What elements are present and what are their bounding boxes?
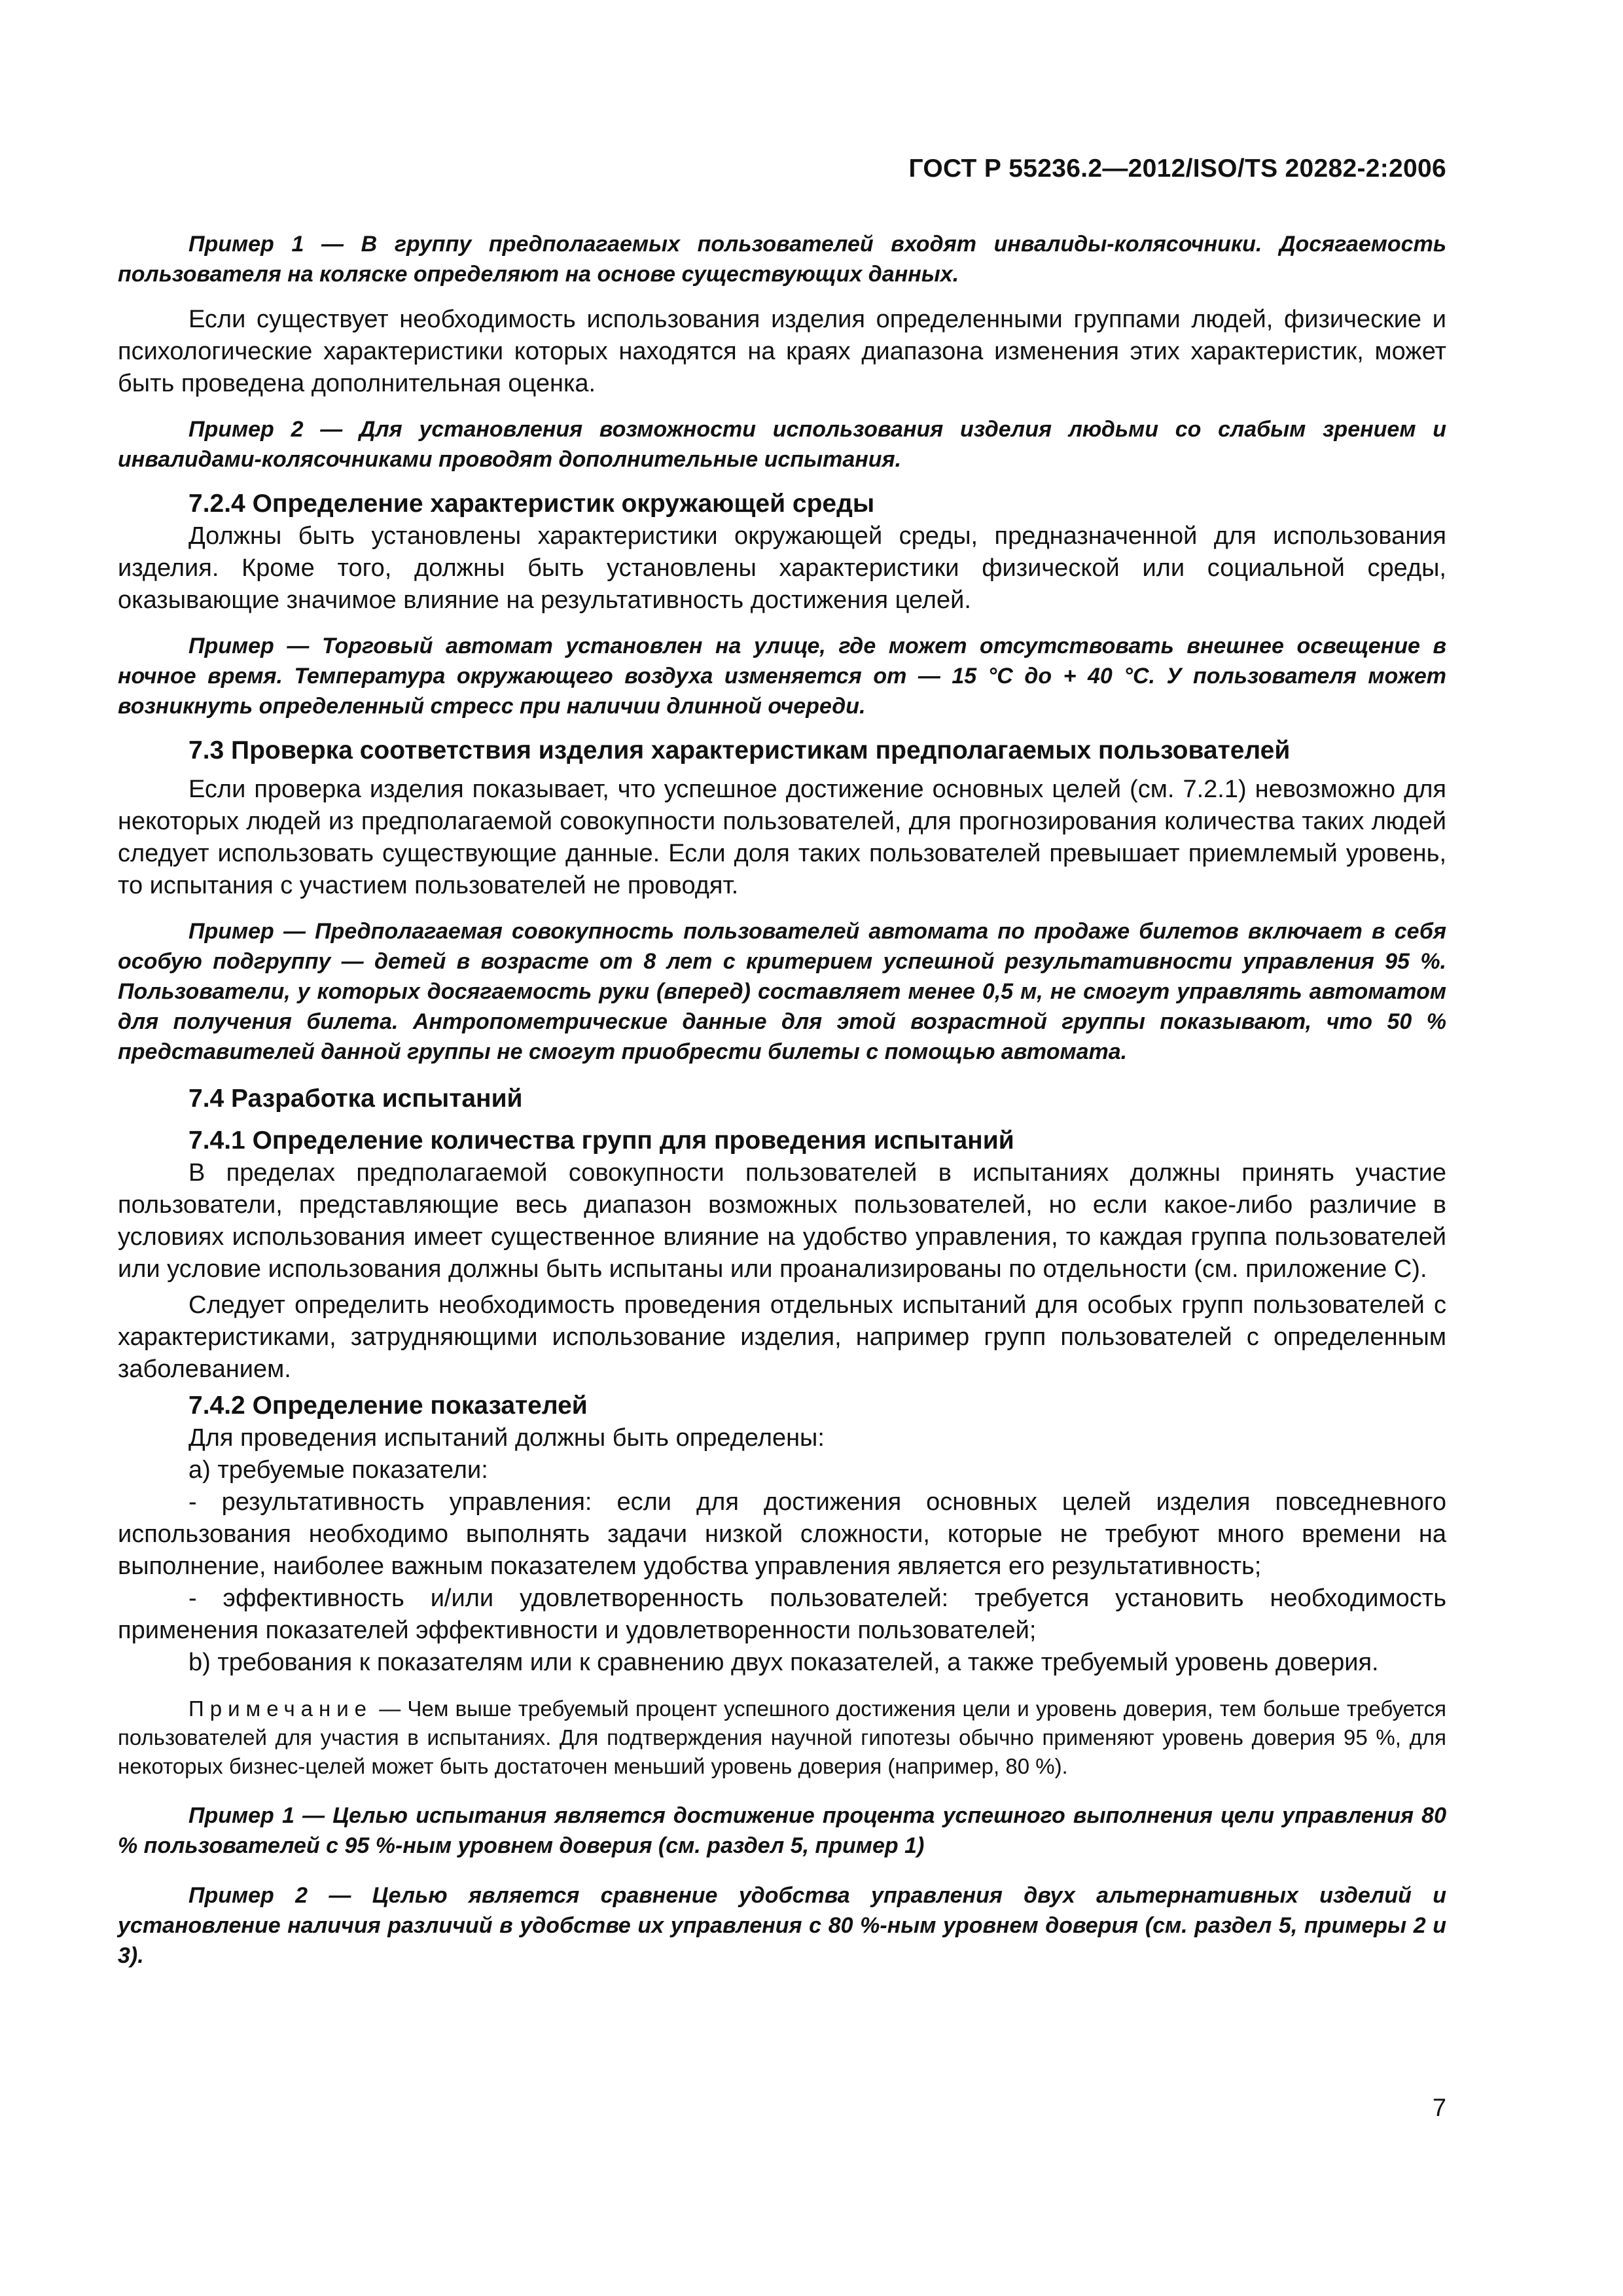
example-vending-machine: Пример — Торговый автомат установлен на улице, где может отсутствовать внешнее освещение в ночное время. Температура окружающего воздуха изменяется от — 15 °С до + 40 °С. У пользователя может возникнуть определенный стресс при наличии длинной очереди.	[118, 634, 1446, 719]
paragraph-user-groups: В пределах предполагаемой совокупности пользователей в испытаниях должны принять участие пользователи, представляющие весь диапазон возможных пользователей, но если какое-либо различие в условиях использования имеет существенное влияние на удобство управления, то каждая группа пользователей или условие использования должны быть испытаны или проанализированы по отдельности (см. приложение С).	[118, 1159, 1446, 1283]
paragraph-environment: Должны быть установлены характеристики окружающей среды, предназначенной для использования изделия. Кроме того, должны быть установлены характеристики физической или социальной среды, оказывающие значимое влияние на результативность достижения целей.	[118, 522, 1446, 614]
note-paragraph	[118, 1695, 1446, 1781]
paragraph-indicators-intro: Для проведения испытаний должны быть определены:	[188, 1424, 825, 1452]
paragraph-special-groups: Следует определить необходимость проведения отдельных испытаний для особых групп пользователей с характеристиками, затрудняющими использование изделия, например групп пользователей с определенным заболеванием.	[118, 1291, 1446, 1383]
page-number: 7	[1432, 2094, 1446, 2122]
document-header: ГОСТ Р 55236.2—2012/ISO/TS 20282-2:2006	[908, 154, 1446, 183]
paragraph-extreme-groups: Если существует необходимость использования изделия определенными группами людей, физические и психологические характеристики которых находятся на краях диапазона изменения этих характеристик, может быть проведена дополнительная оценка.	[118, 306, 1446, 397]
example-additional-tests: Пример 2 — Для установления возможности использования изделия людьми со слабым зрением и инвалидами-колясочниками проводят дополнительные испытания.	[118, 417, 1446, 472]
heading-7-2-4: 7.2.4 Определение характеристик окружающей среды	[188, 490, 875, 518]
paragraph-product-check: Если проверка изделия показывает, что успешное достижение основных целей (см. 7.2.1) невозможно для некоторых людей из предполагаемой совокупности пользователей, для прогнозирования количества таких людей следует использовать существующие данные. Если доля таких пользователей превышает приемлемый уровень, то испытания с участием пользователей не проводят.	[118, 776, 1446, 899]
example-wheelchair-users: Пример 1 — В группу предполагаемых пользователей входят инвалиды-колясочники. Досягаемость пользователя на коляске определяют на основе существующих данных.	[118, 232, 1446, 287]
example-ticket-machine: Пример — Предполагаемая совокупность пользователей автомата по продаже билетов включает в себя особую подгруппу — детей в возрасте от 8 лет с критерием успешной результативности управления 95 %. Пользователи, у которых досягаемость руки (вперед) составляет менее 0,5 м, не смогут управлять автоматом для получения билета. Антропометрические данные для этой возрастной группы показывают, что 50 % представителей данной группы не смогут приобрести билеты с помощью автомата.	[118, 919, 1446, 1064]
heading-7-4-2: 7.4.2 Определение показателей	[188, 1391, 588, 1420]
list-item-effectiveness: - результативность управления: если для достижения основных целей изделия повседневного использования необходимо выполнять задачи низкой сложности, которые не требуют много времени на выполнение, наиболее важным показателем удобства управления является его результативность;	[118, 1488, 1446, 1580]
example-success-rate: Пример 1 — Целью испытания является достижение процента успешного выполнения цели управления 80 % пользователей с 95 %-ным уровнем доверия (см. раздел 5, пример 1)	[118, 1803, 1446, 1858]
note-text: — Чем выше требуемый процент успешного достижения цели и уровень доверия, тем больше требуется пользователей для участия в испытаниях. Для подтверждения научной гипотезы обычно применяют уровень доверия 95 %, для некоторых бизнес-целей может быть достаточен меньший уровень доверия (например, 80 %).	[118, 1696, 1446, 1778]
list-item-a: a) требуемые показатели:	[188, 1456, 488, 1484]
heading-7-3: 7.3 Проверка соответствия изделия характеристикам предполагаемых пользователей	[188, 736, 1291, 764]
document-body	[118, 229, 1446, 1971]
heading-7-4: 7.4 Разработка испытаний	[188, 1085, 523, 1113]
note-label: Примечание	[188, 1696, 373, 1721]
list-item-b: b) требования к показателям или к сравнению двух показателей, а также требуемый уровень доверия.	[188, 1649, 1379, 1676]
heading-7-4-1: 7.4.1 Определение количества групп для проведения испытаний	[188, 1126, 1014, 1155]
example-comparison: Пример 2 — Целью является сравнение удобства управления двух альтернативных изделий и установление наличия различий в удобстве их управления с 80 %-ным уровнем доверия (см. раздел 5, примеры 2 и 3).	[118, 1883, 1446, 1968]
list-item-efficiency: - эффективность и/или удовлетворенность пользователей: требуется установить необходимость применения показателей эффективности и удовлетворенности пользователей;	[118, 1585, 1446, 1644]
